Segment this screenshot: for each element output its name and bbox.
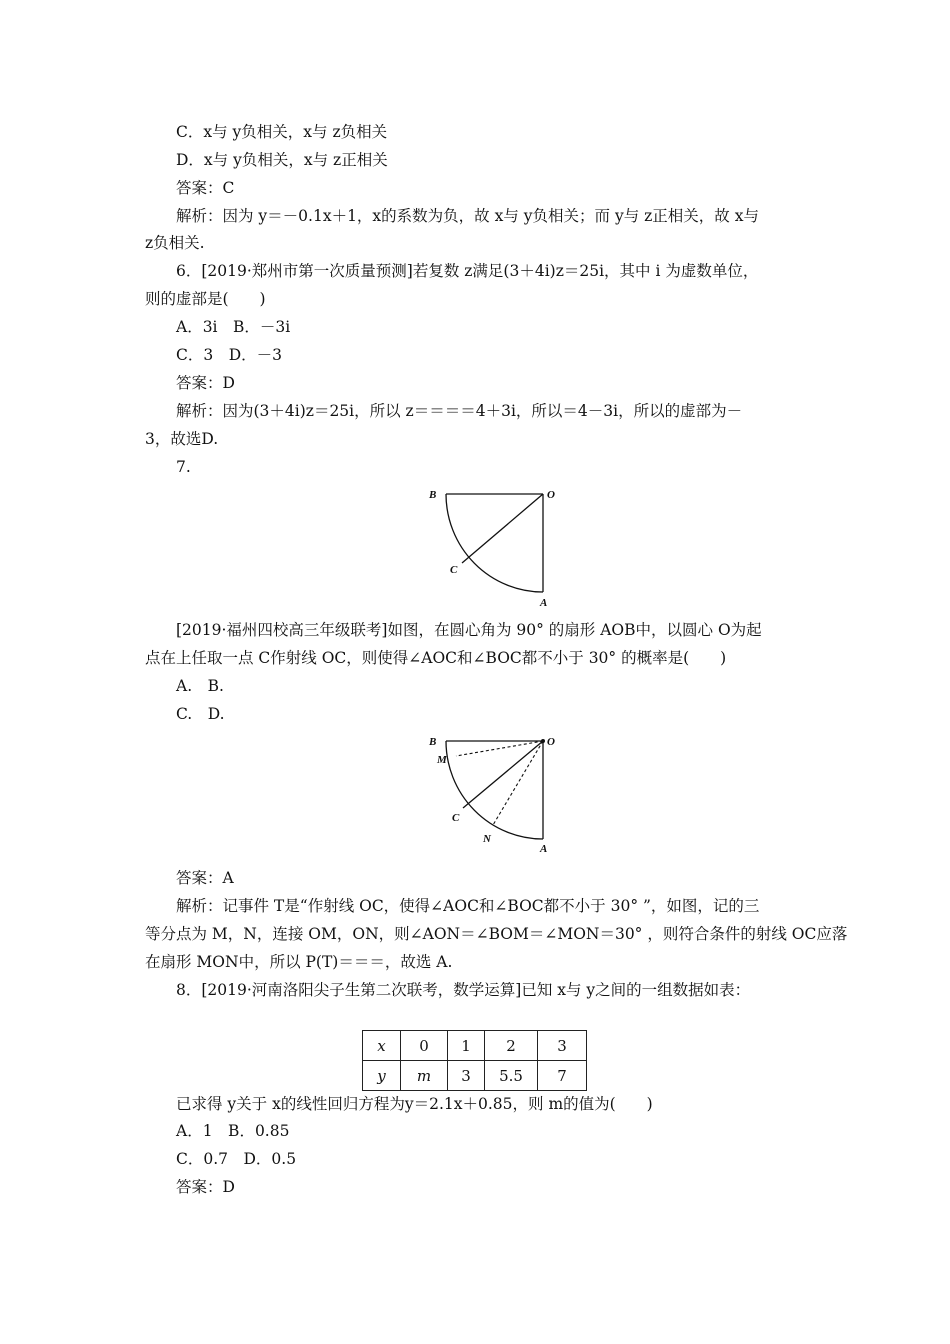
options-cd-q6: C．3 D．－3 (176, 346, 283, 364)
label-b: B (429, 489, 437, 501)
table-cell: 1 (448, 1031, 485, 1061)
table-cell: 5.5 (485, 1061, 538, 1091)
question-7-line2: 点在上任取一点 C作射线 OC，则使得∠AOC和∠BOC都不小于 30° 的概率是( ) (145, 649, 727, 667)
analysis-q6-line2: 3，故选D. (145, 430, 219, 448)
table-cell: 7 (538, 1061, 587, 1091)
table-cell: 0 (401, 1031, 448, 1061)
question-7-number: 7. (176, 458, 191, 476)
table-cell: 3 (448, 1061, 485, 1091)
analysis-q7-line3: 在扇形 MON中，所以 P(T)＝＝＝，故选 A. (145, 953, 453, 971)
question-6-line2: 则的虚部是( ) (145, 290, 266, 308)
analysis-q5-line2: z负相关. (145, 234, 205, 252)
analysis-q7-line1: 解析：记事件 T是“作射线 OC，使得∠AOC和∠BOC都不小于 30° ”，如图，记的三 (176, 897, 760, 915)
label-m: M (437, 754, 447, 766)
sector-figure-1 (420, 484, 560, 612)
dashed-ray-on (493, 741, 543, 825)
point-o (541, 739, 545, 743)
dashed-ray-om (456, 741, 543, 756)
label-n: N (483, 833, 491, 845)
label-a: A (540, 597, 548, 609)
analysis-q7-line2: 等分点为 M，N，连接 OM，ON，则∠AON＝∠BOM＝∠MON＝30° ，则符合条件的射线 OC应落 (145, 925, 848, 943)
label-o: O (547, 736, 555, 748)
option-d-q5: D．x与 y负相关，x与 z正相关 (176, 151, 388, 169)
label-a: A (540, 843, 548, 855)
answer-q8: 答案：D (176, 1178, 235, 1196)
options-ab-q6: A．3i B．－3i (176, 318, 291, 336)
option-c-q5: C．x与 y负相关，x与 z负相关 (176, 123, 388, 141)
analysis-q6-line1: 解析：因为(3＋4i)z＝25i，所以 z＝＝＝＝4＋3i，所以＝4－3i，所以的虚部为－ (176, 402, 743, 420)
ray-oc (463, 741, 543, 808)
answer-q5: 答案：C (176, 179, 235, 197)
table-row (363, 1031, 587, 1061)
label-o: O (547, 489, 555, 501)
table-cell: m (401, 1061, 448, 1091)
label-b: B (429, 736, 437, 748)
data-table (362, 1030, 587, 1091)
options-ab-q7: A. B. (176, 677, 224, 695)
question-8-line1: 8．[2019·河南洛阳尖子生第二次联考，数学运算]已知 x与 y之间的一组数据如表： (176, 981, 751, 999)
table-cell: 2 (485, 1031, 538, 1061)
table-cell: y (363, 1061, 401, 1091)
sector-figure-2 (420, 730, 560, 856)
answer-q6: 答案：D (176, 374, 235, 392)
options-cd-q7: C. D. (176, 705, 225, 723)
table-cell: x (363, 1031, 401, 1061)
arc-ab (446, 494, 543, 592)
question-8-line2: 已求得 y关于 x的线性回归方程为y＝2.1x＋0.85，则 m的值为( ) (176, 1095, 653, 1113)
label-c: C (450, 564, 458, 576)
table-row (363, 1061, 587, 1091)
ray-oc (462, 494, 543, 563)
options-cd-q8: C．0.7 D．0.5 (176, 1150, 297, 1168)
options-ab-q8: A．1 B．0.85 (176, 1122, 290, 1140)
question-6-line1: 6．[2019·郑州市第一次质量预测]若复数 z满足(3＋4i)z＝25i，其中 i 为虚数单位， (176, 262, 759, 280)
answer-q7: 答案：A (176, 869, 234, 887)
analysis-q5-line1: 解析：因为 y＝－0.1x＋1，x的系数为负，故 x与 y负相关；而 y与 z正相关，故 x与 (176, 207, 759, 225)
question-7-line1: [2019·福州四校高三年级联考]如图，在圆心角为 90° 的扇形 AOB中，以圆心 O为起 (176, 621, 762, 639)
table-cell: 3 (538, 1031, 587, 1061)
label-c: C (452, 812, 460, 824)
